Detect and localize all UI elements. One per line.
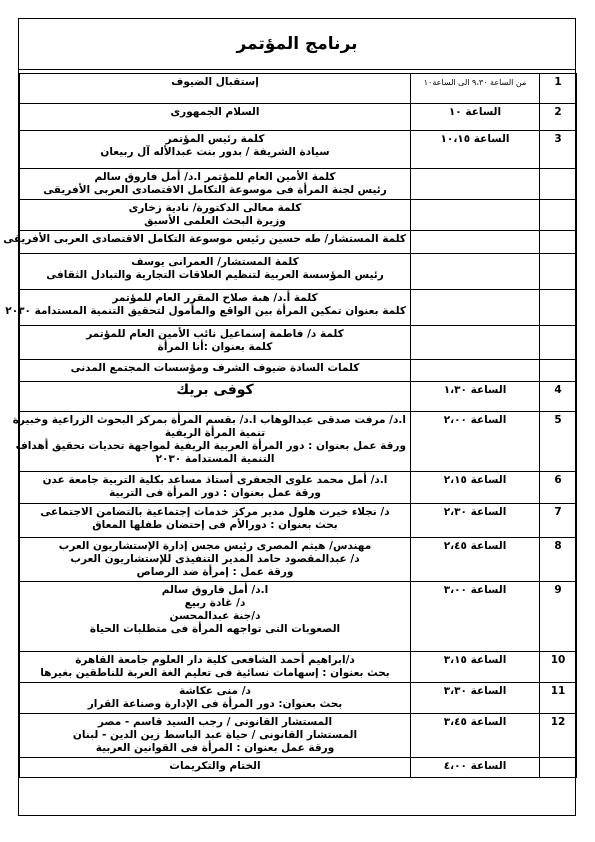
item-line: كلمات السادة ضيوف الشرف ومؤسسات المجتمع المدنى: [70, 362, 360, 374]
item-time: من الساعة ٩،٣٠ الى الساعة١٠: [411, 74, 540, 104]
item-number: 2: [540, 104, 577, 131]
item-content: [20, 652, 411, 683]
item-line: كلمة بعنوان :أنا المرأة: [157, 341, 273, 353]
item-time: الساعة ٢،١٥: [411, 472, 540, 504]
item-number: 9: [540, 582, 577, 652]
item-line: كلمة الأمين العام للمؤتمر ا.د/ أمل فاروق سالم: [94, 171, 336, 183]
item-content: [20, 504, 411, 538]
item-time: الساعة ١٠،١٥: [411, 131, 540, 169]
item-line: ا.د/ أمل فاروق سالم: [161, 584, 269, 596]
item-line: تنمية المرأة الريفية: [164, 427, 266, 439]
item-number: 1: [540, 74, 577, 104]
item-number: [540, 290, 577, 326]
item-content: [20, 169, 411, 200]
item-number: [540, 254, 577, 290]
item-number: 10: [540, 652, 577, 683]
item-line: ورقة عمل بعنوان : المرأة فى القوانين العربية: [95, 742, 335, 754]
program-row: [20, 504, 577, 538]
item-line: كلمة أ.د/ هبة صلاح المقرر العام للمؤتمر: [112, 292, 318, 304]
item-content: [20, 582, 411, 652]
item-line: بحث بعنوان: دور المرأة فى الإدارة وصناعة القرار: [87, 698, 343, 710]
program-row: [20, 652, 577, 683]
item-time: الساعة ٣،٠٠: [411, 582, 540, 652]
item-line: الختام والتكريمات: [169, 760, 261, 772]
item-number: 7: [540, 504, 577, 538]
item-number: 5: [540, 412, 577, 472]
item-line: د/ غادة ربيع: [184, 597, 246, 609]
item-line: ورقة عمل : إمرأة ضد الرصاص: [136, 566, 294, 578]
item-time: [411, 231, 540, 254]
program-row: [20, 290, 577, 326]
item-number: 4: [540, 382, 577, 412]
item-number: [540, 326, 577, 360]
item-number: [540, 169, 577, 200]
item-time: الساعة ٣،٣٠: [411, 683, 540, 714]
item-line: وزيرة البحث العلمى الأسبق: [144, 215, 286, 227]
program-row: [20, 714, 577, 758]
item-content: [20, 104, 411, 131]
item-time: [411, 169, 540, 200]
item-line: د/ منى عكاشة: [179, 685, 251, 697]
item-number: 11: [540, 683, 577, 714]
item-line: المستشار القانونى / رجب السيد قاسم - مصر: [97, 716, 333, 728]
program-row: [20, 538, 577, 582]
program-row: [20, 74, 577, 104]
item-line: كلمة رئيس المؤتمر: [165, 133, 265, 145]
item-time: الساعة ١٠: [411, 104, 540, 131]
item-line: كلمة المستشار/ العمرانى يوسف: [131, 256, 299, 268]
item-line: بحث بعنوان : إسهامات نسائية فى تعليم الغة العربة للناطقين بغيرها: [40, 667, 390, 679]
item-content: [20, 382, 411, 412]
program-row: [20, 104, 577, 131]
program-row: [20, 582, 577, 652]
item-content: [20, 360, 411, 382]
item-line: د/ابراهيم أحمد الشافعى كلية دار العلوم جامعة القاهرة: [75, 654, 355, 666]
item-time: الساعة ٢،٠٠: [411, 412, 540, 472]
item-number: 8: [540, 538, 577, 582]
item-time: الساعة ٢،٣٠: [411, 504, 540, 538]
item-line: السلام الجمهورى: [170, 106, 260, 118]
item-time: [411, 254, 540, 290]
program-row: [20, 254, 577, 290]
item-content: [20, 538, 411, 582]
item-line: د/ نجلاء خيرت هلول مدير مركز خدمات إجتماعية بالتضامن الاجتماعى: [40, 506, 390, 518]
program-row: [20, 200, 577, 231]
item-number: 6: [540, 472, 577, 504]
item-time: الساعة ٣،١٥: [411, 652, 540, 683]
item-line: د/جنة عبدالمحسن: [169, 610, 261, 622]
item-line: كلمة معالى الدكتورة/ نادية زخارى: [128, 202, 302, 214]
item-content: [20, 758, 411, 778]
item-content: [12, 412, 411, 472]
item-time: الساعة ٤،٠٠: [411, 758, 540, 778]
item-content: [20, 472, 411, 504]
program-frame: [3, 18, 576, 816]
item-time: الساعة ١،٣٠: [411, 382, 540, 412]
item-line: مهندس/ هيثم المصرى رئيس مجس إدارة الإستشاريون العرب: [58, 540, 372, 552]
item-time: [411, 360, 540, 382]
item-number: [540, 231, 577, 254]
item-line: ا.د/ أمل محمد علوى الجعفرى أستاذ مساعد بكلية التربية جامعة عدن: [42, 474, 388, 486]
item-content: [20, 74, 411, 104]
page-title: برنامج المؤتمر: [19, 19, 575, 70]
item-line: د/ عبدالمقصود حامد المدير التنفيذى للإستشاريون العرب: [70, 553, 360, 565]
item-number: 12: [540, 714, 577, 758]
item-line: كلمة بعنوان تمكين المرأة بين الواقع والمأمول لتحقيق التنمية المستدامة ٢٠٣٠: [5, 305, 406, 317]
program-row: [20, 758, 577, 778]
program-row: [20, 231, 577, 254]
item-line: الصعوبات التى تواجهه المرأة فى متطلبات الحياة: [89, 623, 341, 635]
item-line: رئيس لجنة المرأة فى موسوعة التكامل الاقتصادى العربى الأفريقى: [43, 184, 387, 196]
item-content: [20, 131, 411, 169]
item-line: كوفى بريك: [176, 382, 254, 398]
program-row: [20, 360, 577, 382]
item-time: الساعة ٣،٤٥: [411, 714, 540, 758]
item-content: [20, 254, 411, 290]
program-row: [20, 472, 577, 504]
program-row: [20, 412, 577, 472]
program-row: [20, 169, 577, 200]
program-table: [3, 73, 577, 778]
item-content: [20, 683, 411, 714]
program-row: [20, 382, 577, 412]
item-content: [3, 231, 411, 254]
item-content: [5, 290, 411, 326]
item-time: [411, 200, 540, 231]
item-content: [20, 326, 411, 360]
item-content: [20, 200, 411, 231]
item-line: كلمة د/ فاطمة إسماعيل نائب الأمين العام للمؤتمر: [86, 328, 344, 340]
item-number: 3: [540, 131, 577, 169]
item-number: [540, 200, 577, 231]
item-time: [411, 326, 540, 360]
item-line: سيادة الشريفة / بدور بنت عبدالأله آل ربيعان: [100, 146, 330, 158]
item-line: رئيس المؤسسة العربية لتنظيم العلاقات التجارية والتبادل الثقافى: [46, 269, 384, 281]
item-line: بحث بعنوان : دورالأم فى إحتضان طفلها المعاق: [92, 519, 338, 531]
program-row: [20, 326, 577, 360]
item-content: [20, 714, 411, 758]
item-time: الساعة ٢،٤٥: [411, 538, 540, 582]
program-row: [20, 683, 577, 714]
program-row: [20, 131, 577, 169]
item-line: إستقبال الضيوف: [171, 76, 259, 88]
item-line: ا.د/ مرفت صدقى عبدالوهاب ا.د/ بقسم المرأة بمركز البحوث الزراعية وخبيرة: [12, 414, 406, 426]
item-time: [411, 290, 540, 326]
item-line: التنمية المستدامة ٢٠٣٠: [155, 453, 275, 465]
item-number: [540, 360, 577, 382]
item-line: كلمة المستشار/ طه حسين رئيس موسوعة التكامل الاقتصادى العربى الأفريقى: [3, 233, 406, 245]
item-line: ورقة عمل بعنوان : دور المرأة العربية الريفية لمواجهة تحديات تحقيق أهداف: [15, 440, 406, 452]
item-number: [540, 758, 577, 778]
item-line: ورقة عمل بعنوان : دور المرأة فى التربية: [109, 487, 321, 499]
item-line: المستشار القانونى / حياة عبد الباسط زين الدين - لبنان: [72, 729, 358, 741]
